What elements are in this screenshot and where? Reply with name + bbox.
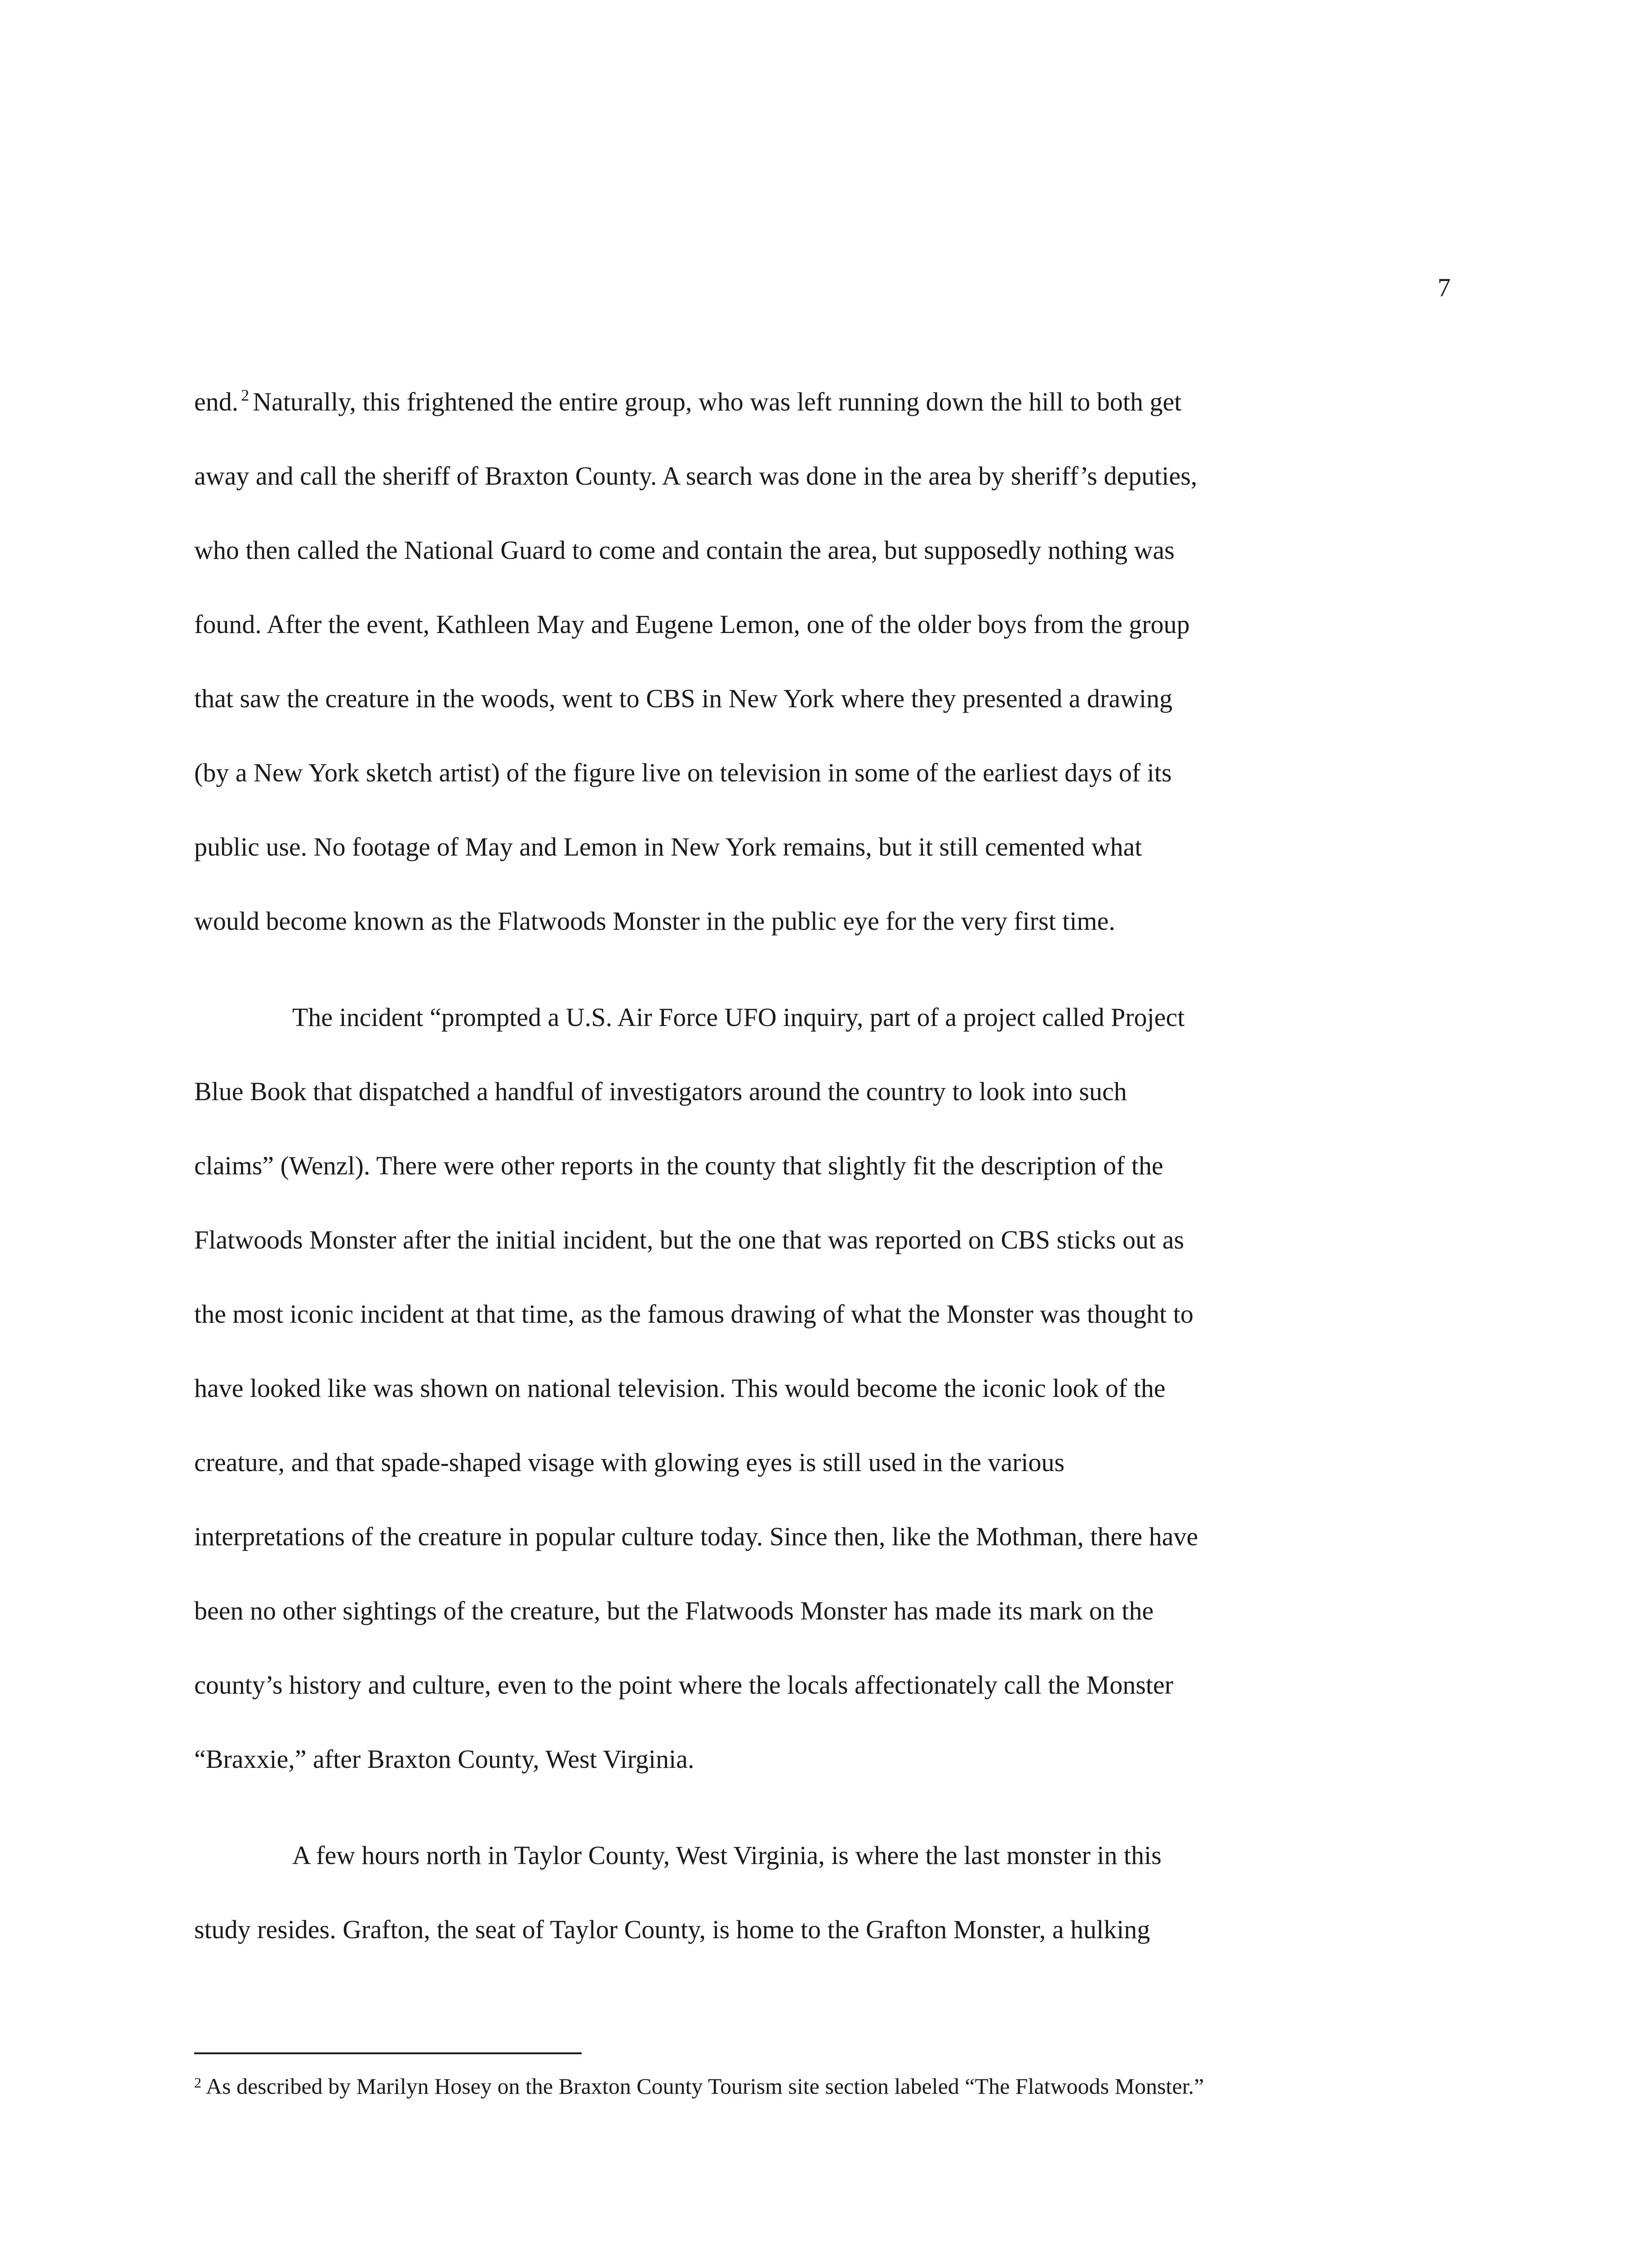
footnote-separator: [194, 2052, 582, 2054]
paragraph-1-line-6: (by a New York sketch artist) of the figure live on television in some of the earliest days of its: [194, 758, 1172, 787]
paragraph-2-line-11: “Braxxie,” after Braxton County, West Virginia.: [194, 1744, 695, 1774]
footnote-text: As described by Marilyn Hosey on the Braxton County Tourism site section labeled “The Flatwoods Monster.”: [206, 2074, 1204, 2099]
paragraph-1-line-4: found. After the event, Kathleen May and Eugene Lemon, one of the older boys from the group: [194, 610, 1190, 639]
body-text: [194, 365, 1457, 1967]
paragraph-2-line-4: Flatwoods Monster after the initial incident, but the one that was reported on CBS sticks out as: [194, 1225, 1184, 1254]
paragraph-1-line-7: public use. No footage of May and Lemon in New York remains, but it still cemented what: [194, 832, 1142, 861]
paragraph-2-line-6: have looked like was shown on national television. This would become the iconic look of the: [194, 1374, 1166, 1403]
paragraph-1-line-2: away and call the sheriff of Braxton County. A search was done in the area by sheriff’s deputies,: [194, 461, 1198, 491]
paragraph-1-line-3: who then called the National Guard to come and contain the area, but supposedly nothing was: [194, 535, 1175, 565]
paragraph-2-line-3: claims” (Wenzl). There were other reports in the county that slightly fit the description of the: [194, 1151, 1163, 1180]
paragraph-1-line-1-start: end.: [194, 387, 239, 416]
page-number: 7: [1438, 273, 1451, 302]
paragraph-1-line-1-end: Naturally, this frightened the entire group, who was left running down the hill to both get: [253, 387, 1182, 416]
paragraph-1-line-5: that saw the creature in the woods, went to CBS in New York where they presented a drawing: [194, 684, 1173, 713]
paragraph-2-line-9: been no other sightings of the creature, but the Flatwoods Monster has made its mark on the: [194, 1596, 1154, 1625]
footnote-marker: 2: [194, 2074, 201, 2091]
footnote: [194, 2070, 1457, 2102]
paragraph-3-line-2: study resides. Grafton, the seat of Taylor County, is home to the Grafton Monster, a hulking: [194, 1915, 1150, 1944]
paragraph-2-line-10: county’s history and culture, even to the point where the locals affectionately call the Monster: [194, 1670, 1174, 1699]
paragraph-1-line-8: would become known as the Flatwoods Monster in the public eye for the very first time.: [194, 906, 1115, 936]
paragraph-1-line-1: [194, 365, 1457, 439]
paragraph-2-line-8: interpretations of the creature in popular culture today. Since then, like the Mothman, there have: [194, 1522, 1198, 1551]
footnote-reference-marker: 2: [241, 386, 249, 404]
paragraph-2-line-7: creature, and that spade-shaped visage with glowing eyes is still used in the various: [194, 1448, 1065, 1477]
paragraph-2-line-5: the most iconic incident at that time, as the famous drawing of what the Monster was thought to: [194, 1299, 1193, 1329]
paragraph-2-line-1: The incident “prompted a U.S. Air Force UFO inquiry, part of a project called Project: [292, 1003, 1185, 1032]
paragraph-3-line-1: A few hours north in Taylor County, West Virginia, is where the last monster in this: [292, 1841, 1162, 1870]
paragraph-2-line-2: Blue Book that dispatched a handful of investigators around the country to look into such: [194, 1077, 1127, 1106]
